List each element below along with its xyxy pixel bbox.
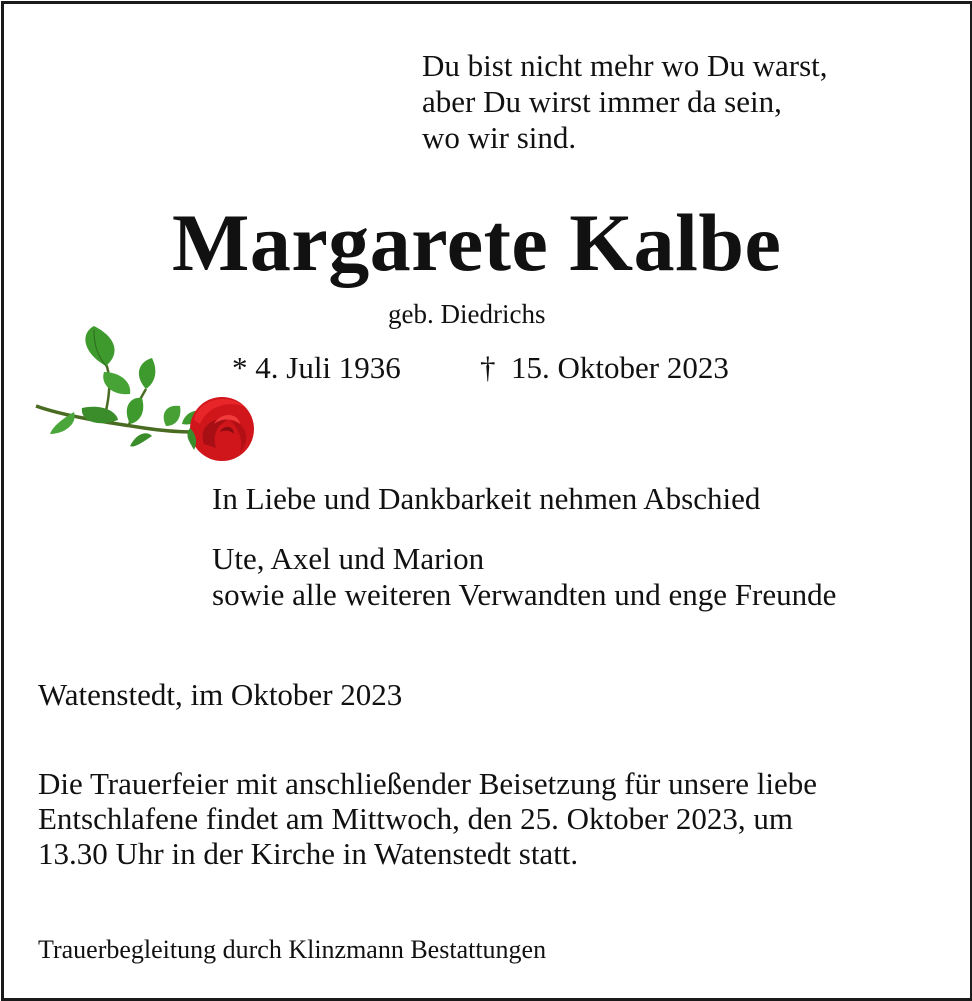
funeral-line: Die Trauerfeier mit anschließender Beisetzung für unsere liebe (38, 766, 818, 801)
poem-line: aber Du wirst immer da sein, (422, 84, 782, 119)
rose-leaf (103, 372, 130, 394)
funeral-details (38, 766, 817, 871)
farewell-line: In Liebe und Dankbarkeit nehmen Abschied (212, 481, 761, 516)
deceased-name: Margarete Kalbe (172, 197, 782, 288)
mourners (212, 541, 836, 613)
undertaker-credit: Trauerbegleitung durch Klinzmann Bestattungen (38, 935, 547, 964)
death-date: 15. Oktober 2023 (511, 350, 729, 385)
poem-verse (422, 48, 828, 156)
rose-leaf (130, 433, 152, 446)
funeral-line: Entschlafene findet am Mittwoch, den 25. Oktober 2023, um (38, 801, 794, 836)
mourner-line: Ute, Axel und Marion (212, 541, 485, 576)
mourner-line: sowie alle weiteren Verwandten und enge Freunde (212, 577, 837, 612)
place-date: Watenstedt, im Oktober 2023 (38, 677, 403, 712)
rose-leaf (139, 358, 155, 389)
poem-line: wo wir sind. (422, 120, 577, 155)
red-rose-icon (34, 324, 260, 470)
funeral-line: 13.30 Uhr in der Kirche in Watenstedt statt. (38, 836, 579, 871)
obituary-notice (1, 1, 972, 1001)
rose-leaf (82, 407, 118, 423)
birth-date: * 4. Juli 1936 (232, 350, 401, 385)
rose-leaf (85, 326, 114, 366)
rose-leaf (127, 398, 143, 424)
rose-leaf (164, 406, 181, 426)
poem-line: Du bist nicht mehr wo Du warst, (422, 48, 828, 83)
death-date-group (480, 349, 729, 387)
birth-name: geb. Diedrichs (388, 299, 546, 329)
cross-icon: † (480, 350, 496, 385)
